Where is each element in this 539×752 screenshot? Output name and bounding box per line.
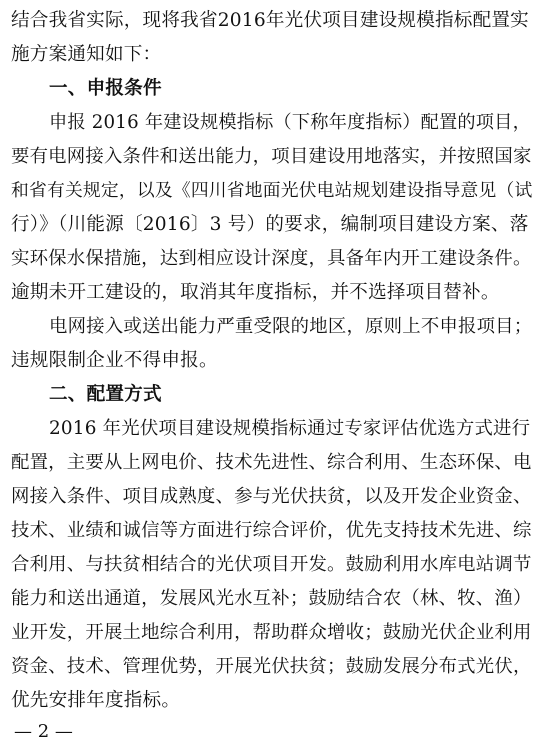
body-text-line: 2016 年光伏项目建设规模指标通过专家评估优选方式进行: [49, 418, 531, 439]
body-text-line: 优先安排年度指标。: [11, 690, 181, 711]
body-text-line: 能力和送出通道，发展风光水互补；鼓励结合农（林、牧、渔）: [11, 588, 532, 609]
body-text-line: 技术、业绩和诚信等方面进行综合评价，优先支持技术先进、综: [11, 520, 532, 541]
body-text-line: 实环保水保措施，达到相应设计深度，具备年内开工建设条件。: [11, 248, 532, 269]
page-number: — 2 —: [14, 721, 73, 742]
body-text-line: 资金、技术、管理优势，开展光伏扶贫；鼓励发展分布式光伏，: [11, 656, 532, 677]
body-text-line: 违规限制企业不得申报。: [11, 350, 218, 371]
body-text-line: 申报 2016 年建设规模指标（下称年度指标）配置的项目，: [49, 112, 531, 133]
body-text-line: 施方案通知如下：: [11, 44, 162, 65]
body-text-line: 配置，主要从上网电价、技术先进性、综合利用、生态环保、电: [11, 452, 532, 473]
section-heading: 一、申报条件: [49, 78, 162, 99]
body-text-line: 业开发，开展土地综合利用，帮助群众增收；鼓励光伏企业利用: [11, 622, 532, 643]
section-heading: 二、配置方式: [49, 384, 162, 405]
body-text-line: 和省有关规定，以及《四川省地面光伏电站规划建设指导意见（试: [11, 180, 533, 201]
body-text-line: 网接入条件、项目成熟度、参与光伏扶贫，以及开发企业资金、: [11, 486, 532, 507]
body-text-line: 行）》（川能源〔2016〕3 号）的要求，编制项目建设方案、落: [11, 214, 529, 235]
body-text-line: 要有电网接入条件和送出能力，项目建设用地落实，并按照国家: [11, 146, 532, 167]
body-text-line: 合利用、与扶贫相结合的光伏项目开发。鼓励利用水库电站调节: [11, 554, 532, 575]
body-text-line: 结合我省实际，现将我省2016年光伏项目建设规模指标配置实: [11, 10, 529, 31]
body-text-line: 逾期未开工建设的，取消其年度指标，并不选择项目替补。: [11, 282, 500, 303]
body-text-line: 电网接入或送出能力严重受限的地区，原则上不申报项目；: [49, 316, 533, 337]
